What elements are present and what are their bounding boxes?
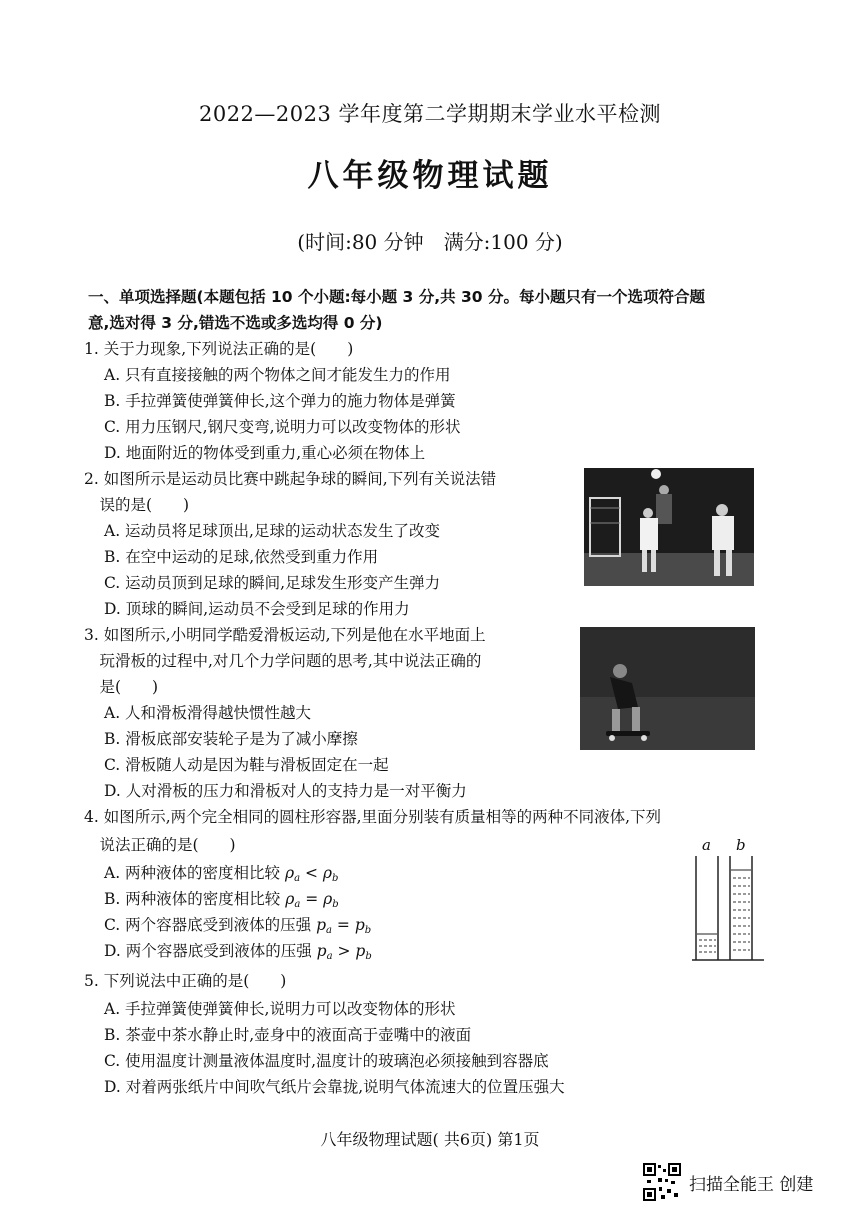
- subscript-a: a: [294, 899, 301, 910]
- scanner-badge-text: 扫描全能王 创建: [689, 1174, 814, 1195]
- question-5-option-b: B. 茶壶中茶水静止时,壶身中的液面高于壶嘴中的液面: [104, 1026, 472, 1044]
- exam-title: 2022—2023 学年度第二学期期末学业水平检测: [198, 102, 662, 126]
- section-heading-line: 一、单项选择题(本题包括 10 个小题:每小题 3 分,共 30 分。每小题只有一个选项符合题: [88, 288, 705, 306]
- soccer-photo-illustration: [584, 468, 754, 586]
- subscript-b: b: [365, 951, 372, 962]
- subscript-a: a: [326, 925, 332, 936]
- density-symbol: ρ: [284, 864, 295, 882]
- option-text: A. 两种液体的密度相比较: [104, 864, 285, 882]
- question-2-option-c: C. 运动员顶到足球的瞬间,足球发生形变产生弹力: [104, 574, 441, 592]
- qr-code-icon: [643, 1163, 681, 1201]
- time-info: (时间:80 分钟 满分:100 分): [297, 230, 563, 254]
- option-text: B. 两种液体的密度相比较: [104, 890, 286, 908]
- section-heading-line: 意,选对得 3 分,错选不选或多选均得 0 分): [88, 314, 383, 332]
- question-4-stem-cont: 说法正确的是( ): [84, 836, 236, 854]
- soccer-photo: [584, 468, 754, 586]
- pressure-symbol: p: [355, 942, 366, 960]
- question-2-option-d: D. 顶球的瞬间,运动员不会受到足球的作用力: [104, 600, 410, 618]
- question-5-stem: 5. 下列说法中正确的是( ): [84, 972, 287, 990]
- question-4-option-d: [104, 938, 372, 970]
- question-3-option-a: A. 人和滑板滑得越快惯性越大: [104, 704, 312, 722]
- container-b-label: b: [736, 836, 746, 854]
- container-a-label: a: [702, 836, 711, 854]
- relation: <: [300, 864, 323, 882]
- subscript-a: a: [326, 951, 333, 962]
- scanner-badge: [643, 1163, 813, 1201]
- subscript-b: b: [364, 925, 372, 936]
- relation: =: [300, 890, 324, 908]
- question-1-option-c: C. 用力压钢尺,钢尺变弯,说明力可以改变物体的形状: [104, 418, 461, 436]
- question-1-option-b: B. 手拉弹簧使弹簧伸长,这个弹力的施力物体是弹簧: [104, 392, 456, 410]
- question-3-stem: 3. 如图所示,小明同学酷爱滑板运动,下列是他在水平地面上: [84, 626, 486, 644]
- subscript-b: b: [332, 873, 339, 884]
- question-2-stem: 2. 如图所示是运动员比赛中跳起争球的瞬间,下列有关说法错: [84, 470, 497, 488]
- pressure-symbol: p: [316, 916, 327, 934]
- question-3-option-c: C. 滑板随人动是因为鞋与滑板固定在一起: [104, 756, 389, 774]
- containers-diagram: [688, 836, 768, 966]
- pressure-symbol: p: [316, 942, 327, 960]
- page-footer: 八年级物理试题( 共6页) 第1页: [320, 1130, 540, 1149]
- density-symbol: ρ: [323, 890, 333, 908]
- skateboard-photo: [580, 627, 755, 750]
- question-2-stem-cont: 误的是( ): [84, 496, 190, 514]
- question-1-option-a: A. 只有直接接触的两个物体之间才能发生力的作用: [104, 366, 451, 384]
- question-3-option-b: B. 滑板底部安装轮子是为了减小摩擦: [104, 730, 358, 748]
- question-5-option-d: D. 对着两张纸片中间吹气纸片会靠拢,说明气体流速大的位置压强大: [104, 1078, 565, 1096]
- density-symbol: ρ: [285, 890, 295, 908]
- subscript-b: b: [332, 899, 339, 910]
- question-3-stem-cont: 玩滑板的过程中,对几个力学问题的思考,其中说法正确的: [84, 652, 482, 670]
- question-1-stem: 1. 关于力现象,下列说法正确的是( ): [84, 340, 354, 358]
- relation: =: [332, 916, 355, 934]
- question-1-option-d: D. 地面附近的物体受到重力,重心必须在物体上: [104, 444, 426, 462]
- skateboard-photo-illustration: [580, 627, 755, 750]
- question-5-option-c: C. 使用温度计测量液体温度时,温度计的玻璃泡必须接触到容器底: [104, 1052, 549, 1070]
- question-4-stem: 4. 如图所示,两个完全相同的圆柱形容器,里面分别装有质量相等的两种不同液体,下列: [84, 808, 661, 826]
- question-3-option-d: D. 人对滑板的压力和滑板对人的支持力是一对平衡力: [104, 782, 467, 800]
- density-symbol: ρ: [322, 864, 333, 882]
- relation: >: [332, 942, 356, 960]
- option-text: D. 两个容器底受到液体的压强: [104, 942, 317, 960]
- subscript-a: a: [294, 873, 301, 884]
- question-3-stem-cont: 是( ): [84, 678, 159, 696]
- option-text: C. 两个容器底受到液体的压强: [104, 916, 317, 934]
- question-2-option-a: A. 运动员将足球顶出,足球的运动状态发生了改变: [104, 522, 440, 540]
- pressure-symbol: p: [354, 916, 365, 934]
- containers-figure: [688, 836, 768, 966]
- section-heading: [88, 284, 768, 336]
- subject-title: 八年级物理试题: [307, 158, 553, 194]
- question-5-option-a: A. 手拉弹簧使弹簧伸长,说明力可以改变物体的形状: [104, 1000, 456, 1018]
- question-2-option-b: B. 在空中运动的足球,依然受到重力作用: [104, 548, 379, 566]
